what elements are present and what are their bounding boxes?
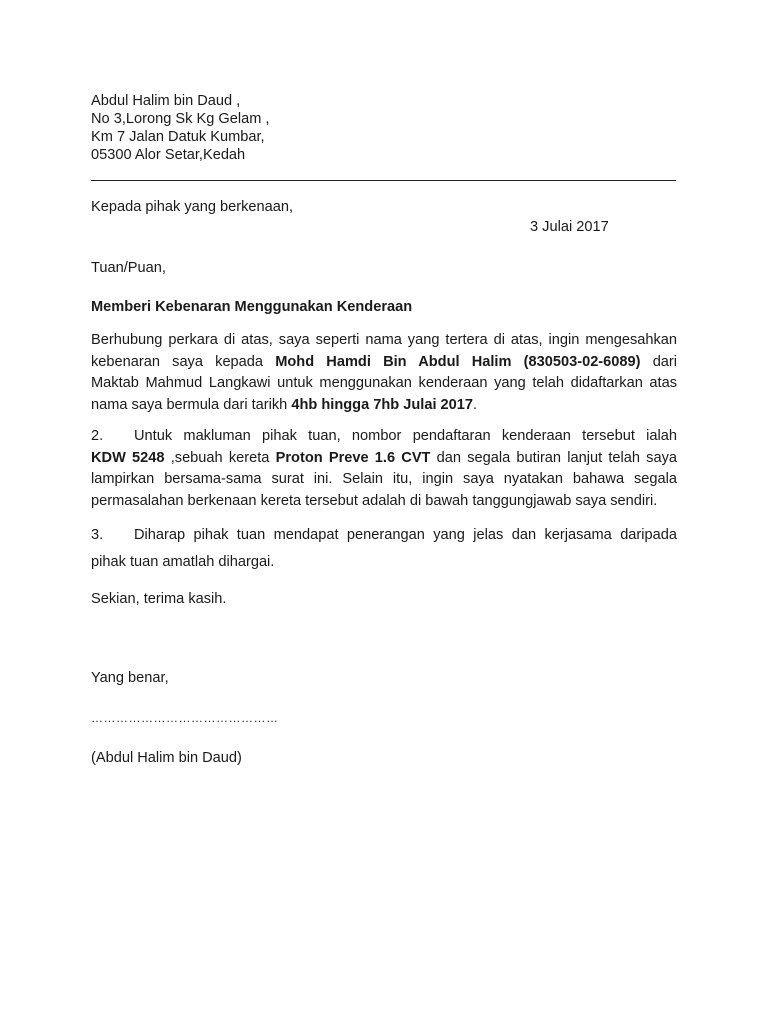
paragraph-3 [91,522,677,576]
text-fragment: Diharap pihak tuan mendapat penerangan yang jelas dan kerjasama daripada [134,527,677,543]
subject-heading: Memberi Kebenaran Menggunakan Kenderaan [91,299,413,315]
paragraph-1 [91,330,677,416]
signature-line: ……………………………………… [91,711,279,725]
paragraph-number: 2. [91,428,104,444]
closing-line: Sekian, terima kasih. [91,591,227,607]
text-fragment: kebenaran saya kepada [91,353,264,370]
text-fragment: nama saya bermula dari tarikh [91,396,288,413]
paragraph-1-line-4 [91,395,677,417]
paragraph-2-line-4: permasalahan berkenaan kereta tersebut adalah di bawah tanggungjawab saya sendiri. [91,492,658,509]
paragraph-1-line-3: Maktab Mahmud Langkawi untuk menggunakan kenderaan yang telah didaftarkan atas [91,375,677,391]
paragraph-1-line-2 [91,352,677,374]
sender-name: Abdul Halim bin Daud , [91,93,241,109]
paragraph-2 [91,426,677,512]
person-name: Mohd Hamdi Bin Abdul Halim [275,353,512,370]
vehicle-plate: KDW 5248 [91,449,165,466]
text-fragment: Untuk makluman pihak tuan, nombor pendaftaran kenderaan tersebut ialah [134,428,677,444]
paragraph-3-line-2: pihak tuan amatlah dihargai. [91,554,275,570]
sender-address [91,92,269,164]
text-fragment: dari [652,353,678,370]
paragraph-2-line-2 [91,448,677,470]
text-fragment: . [473,396,478,413]
salutation: Tuan/Puan, [91,260,166,276]
letter-date: 3 Julai 2017 [530,219,609,235]
date-range: 4hb hingga 7hb Julai 2017 [291,396,474,413]
ic-number: (830503-02-6089) [523,353,641,370]
sender-address-line-2: Km 7 Jalan Datuk Kumbar, [91,129,265,145]
paragraph-2-line-1 [91,426,677,448]
signature-name: (Abdul Halim bin Daud) [91,750,242,766]
sender-address-line-3: 05300 Alor Setar,Kedah [91,147,246,163]
sender-address-line-1: No 3,Lorong Sk Kg Gelam , [91,111,270,127]
paragraph-2-line-3: lampirkan bersama-sama surat ini. Selain itu, ingin saya nyatakan bahawa segala [91,471,677,487]
paragraph-number: 3. [91,527,104,543]
paragraph-1-line-1: Berhubung perkara di atas, saya seperti nama yang tertera di atas, ingin mengesahkan [91,332,677,348]
text-fragment: dan segala butiran lanjut telah saya [436,449,677,466]
text-fragment: ,sebuah kereta [170,449,270,466]
vehicle-model: Proton Preve 1.6 CVT [275,449,431,466]
paragraph-3-line-1 [91,522,677,549]
header-divider [91,180,676,181]
recipient-line: Kepada pihak yang berkenaan, [91,199,294,215]
sign-off: Yang benar, [91,670,169,686]
